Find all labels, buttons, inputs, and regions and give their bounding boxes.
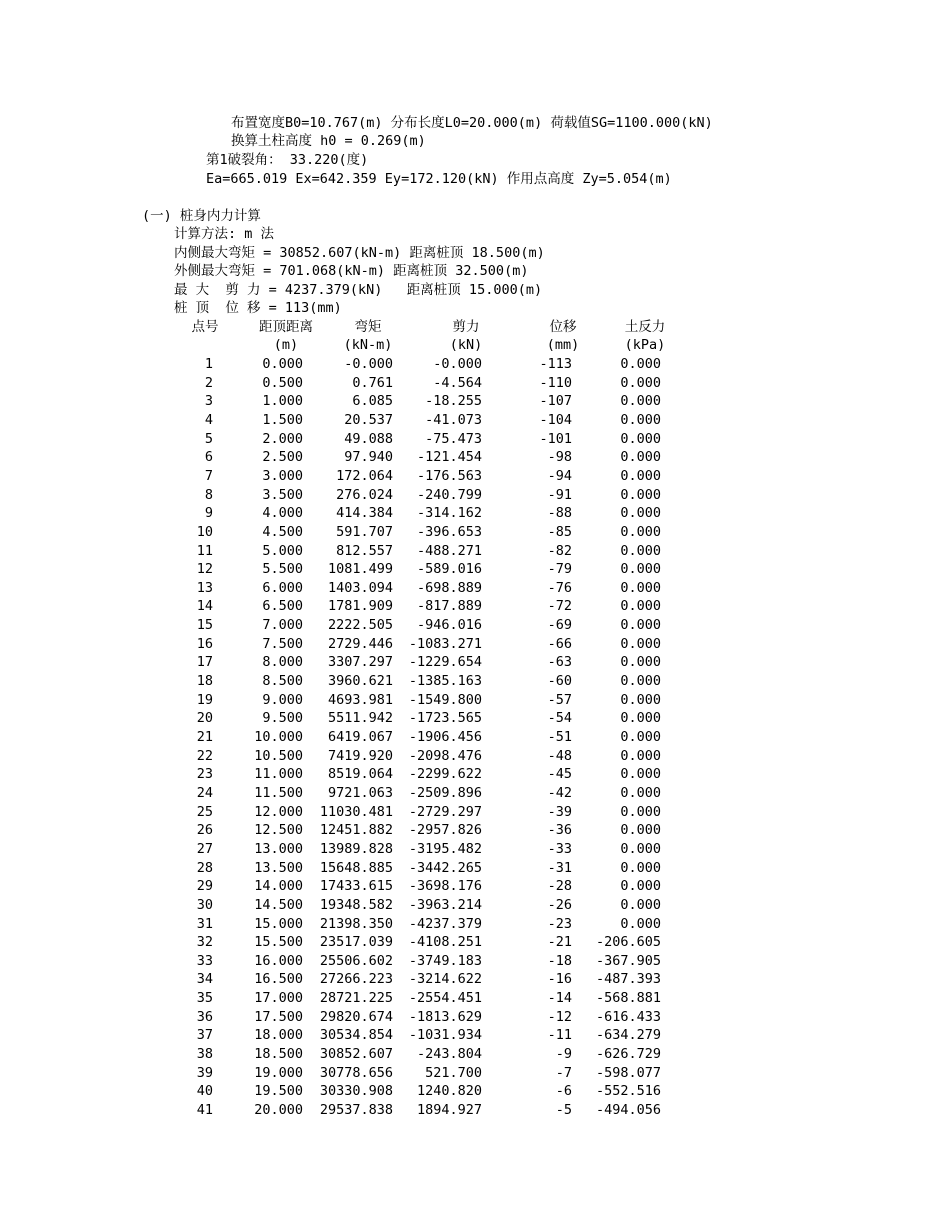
cell-shear: -2729.297 bbox=[408, 803, 482, 820]
cell-point-no: 8 bbox=[204, 486, 213, 503]
cell-soil-reaction: 0.000 bbox=[620, 356, 661, 372]
cell-point-no: 25 bbox=[196, 803, 213, 820]
cell-moment: 28721.225 bbox=[319, 990, 393, 1007]
cell-moment: 13989.828 bbox=[319, 840, 393, 857]
cell-shear: 1894.927 bbox=[416, 1102, 482, 1118]
cell-shear: -314.162 bbox=[416, 505, 482, 522]
cell-moment: 9721.063 bbox=[327, 784, 393, 801]
cell-point-no: 4 bbox=[204, 411, 213, 428]
header-point-no: 点号 bbox=[191, 319, 219, 335]
cell-distance: 5.500 bbox=[262, 561, 303, 578]
cell-moment: 30778.656 bbox=[319, 1064, 393, 1081]
cell-soil-reaction: 0.000 bbox=[620, 710, 661, 727]
cell-shear: -243.804 bbox=[416, 1046, 482, 1063]
cell-point-no: 34 bbox=[196, 971, 213, 988]
cell-shear: -121.454 bbox=[416, 449, 482, 466]
cell-point-no: 10 bbox=[196, 523, 213, 540]
cell-soil-reaction: -487.393 bbox=[595, 971, 661, 988]
cell-shear: 521.700 bbox=[425, 1064, 482, 1081]
cell-distance: 15.000 bbox=[254, 915, 303, 932]
cell-soil-reaction: -552.516 bbox=[595, 1083, 661, 1100]
cell-moment: 23517.039 bbox=[319, 934, 393, 951]
cell-point-no: 28 bbox=[196, 859, 213, 876]
cell-distance: 12.000 bbox=[254, 803, 303, 820]
header-displacement: 位移 bbox=[549, 319, 577, 335]
cell-shear: -3195.482 bbox=[408, 840, 482, 857]
cell-distance: 3.000 bbox=[262, 467, 303, 484]
cell-displacement: -82 bbox=[547, 542, 572, 559]
cell-soil-reaction: 0.000 bbox=[620, 523, 661, 540]
cell-distance: 9.500 bbox=[262, 710, 303, 727]
cell-distance: 7.500 bbox=[262, 635, 303, 652]
cell-distance: 14.000 bbox=[254, 878, 303, 895]
cell-shear: -2299.622 bbox=[408, 766, 482, 783]
cell-distance: 6.000 bbox=[262, 579, 303, 596]
cell-point-no: 5 bbox=[204, 430, 213, 447]
cell-displacement: -98 bbox=[547, 449, 572, 466]
cell-distance: 19.000 bbox=[254, 1064, 303, 1081]
cell-displacement: -79 bbox=[547, 561, 572, 578]
cell-distance: 14.500 bbox=[254, 896, 303, 913]
cell-displacement: -104 bbox=[539, 411, 572, 428]
cell-soil-reaction: 0.000 bbox=[620, 822, 661, 839]
section-title: (一) 桩身内力计算 bbox=[142, 208, 261, 224]
cell-soil-reaction: 0.000 bbox=[620, 430, 661, 447]
header-shear: 剪力 bbox=[452, 319, 480, 335]
cell-distance: 2.000 bbox=[262, 430, 303, 447]
cell-moment: 1403.094 bbox=[327, 579, 393, 596]
max-shear: 最 大 剪 力 = 4237.379(kN) 距离桩顶 15.000(m) bbox=[174, 282, 543, 298]
header-soil-reaction: 土反力 bbox=[624, 319, 666, 335]
cell-point-no: 14 bbox=[196, 598, 213, 615]
cell-moment: 17433.615 bbox=[319, 878, 393, 895]
cell-point-no: 15 bbox=[196, 617, 213, 634]
cell-moment: 12451.882 bbox=[319, 822, 393, 839]
cell-displacement: -7 bbox=[555, 1064, 572, 1081]
cell-shear: -396.653 bbox=[416, 523, 482, 540]
cell-moment: 6.085 bbox=[352, 393, 393, 410]
cell-soil-reaction: -634.279 bbox=[595, 1027, 661, 1044]
unit-moment: (kN-m) bbox=[343, 337, 393, 353]
cell-moment: 414.384 bbox=[336, 505, 393, 522]
cell-moment: 591.707 bbox=[336, 523, 393, 540]
cell-soil-reaction: -626.729 bbox=[595, 1046, 661, 1063]
cell-soil-reaction: -568.881 bbox=[595, 990, 661, 1007]
cell-distance: 0.000 bbox=[262, 356, 303, 372]
cell-displacement: -63 bbox=[547, 654, 572, 671]
cell-point-no: 16 bbox=[196, 635, 213, 652]
cell-distance: 6.500 bbox=[262, 598, 303, 615]
cell-moment: 25506.602 bbox=[319, 952, 393, 969]
cell-distance: 7.000 bbox=[262, 617, 303, 634]
cell-distance: 13.000 bbox=[254, 840, 303, 857]
cell-distance: 4.000 bbox=[262, 505, 303, 522]
cell-distance: 11.000 bbox=[254, 766, 303, 783]
cell-shear: -488.271 bbox=[416, 542, 482, 559]
cell-moment: 97.940 bbox=[344, 449, 393, 466]
cell-point-no: 20 bbox=[196, 710, 213, 727]
cell-shear: -3442.265 bbox=[408, 859, 482, 876]
cell-moment: 1781.909 bbox=[327, 598, 393, 615]
cell-displacement: -23 bbox=[547, 915, 572, 932]
cell-displacement: -94 bbox=[547, 467, 572, 484]
cell-point-no: 11 bbox=[196, 542, 213, 559]
cell-point-no: 17 bbox=[196, 654, 213, 671]
cell-point-no: 1 bbox=[204, 356, 213, 372]
cell-distance: 1.500 bbox=[262, 411, 303, 428]
cell-distance: 2.500 bbox=[262, 449, 303, 466]
cell-soil-reaction: 0.000 bbox=[620, 561, 661, 578]
cell-soil-reaction: 0.000 bbox=[620, 729, 661, 745]
cell-displacement: -33 bbox=[547, 840, 572, 857]
cell-point-no: 18 bbox=[196, 673, 213, 690]
cell-point-no: 35 bbox=[196, 990, 213, 1007]
cell-shear: -946.016 bbox=[416, 617, 482, 634]
unit-shear: (kN) bbox=[449, 337, 483, 353]
cell-displacement: -113 bbox=[539, 356, 572, 372]
cell-displacement: -18 bbox=[547, 952, 572, 969]
cell-moment: 21398.350 bbox=[319, 915, 393, 932]
cell-distance: 16.000 bbox=[254, 952, 303, 969]
cell-soil-reaction: 0.000 bbox=[620, 393, 661, 410]
soil-height-line: 换算土柱高度 h0 = 0.269(m) bbox=[231, 133, 426, 149]
unit-soil-reaction: (kPa) bbox=[624, 337, 666, 353]
cell-point-no: 9 bbox=[204, 505, 213, 522]
cell-distance: 17.500 bbox=[254, 1008, 303, 1025]
cell-displacement: -76 bbox=[547, 579, 572, 596]
cell-soil-reaction: -598.077 bbox=[595, 1064, 661, 1081]
cell-point-no: 22 bbox=[196, 747, 213, 764]
top-displacement: 桩 顶 位 移 = 113(mm) bbox=[174, 300, 342, 316]
cell-soil-reaction: 0.000 bbox=[620, 654, 661, 671]
inner-max-moment: 内侧最大弯矩 = 30852.607(kN-m) 距离桩顶 18.500(m) bbox=[174, 245, 545, 261]
cell-moment: 2729.446 bbox=[327, 635, 393, 652]
cell-point-no: 26 bbox=[196, 822, 213, 839]
header-distance: 距顶距离 bbox=[259, 319, 313, 335]
cell-point-no: 29 bbox=[196, 878, 213, 895]
cell-soil-reaction: 0.000 bbox=[620, 673, 661, 690]
cell-soil-reaction: 0.000 bbox=[620, 915, 661, 932]
cell-point-no: 31 bbox=[196, 915, 213, 932]
cell-distance: 19.500 bbox=[254, 1083, 303, 1100]
cell-moment: 3960.621 bbox=[327, 673, 393, 690]
cell-distance: 13.500 bbox=[254, 859, 303, 876]
cell-displacement: -14 bbox=[547, 990, 572, 1007]
cell-moment: 172.064 bbox=[336, 467, 393, 484]
cell-shear: -18.255 bbox=[425, 393, 482, 410]
cell-soil-reaction: 0.000 bbox=[620, 766, 661, 783]
cell-point-no: 19 bbox=[196, 691, 213, 708]
cell-displacement: -36 bbox=[547, 822, 572, 839]
cell-soil-reaction: 0.000 bbox=[620, 411, 661, 428]
cell-displacement: -60 bbox=[547, 673, 572, 690]
cell-soil-reaction: 0.000 bbox=[620, 747, 661, 764]
cell-shear: -2957.826 bbox=[408, 822, 482, 839]
cell-soil-reaction: 0.000 bbox=[620, 878, 661, 895]
cell-moment: 30330.908 bbox=[319, 1083, 393, 1100]
cell-distance: 17.000 bbox=[254, 990, 303, 1007]
earth-pressure-line: Ea=665.019 Ex=642.359 Ey=172.120(kN) 作用点高度 Zy=5.054(m) bbox=[206, 171, 672, 187]
cell-shear: -3214.622 bbox=[408, 971, 482, 988]
cell-displacement: -107 bbox=[539, 393, 572, 410]
cell-displacement: -6 bbox=[555, 1083, 572, 1100]
cell-displacement: -31 bbox=[547, 859, 572, 876]
cell-shear: -1549.800 bbox=[408, 691, 482, 708]
cell-moment: 29537.838 bbox=[319, 1102, 393, 1118]
cell-point-no: 41 bbox=[196, 1102, 213, 1118]
cell-moment: 2222.505 bbox=[327, 617, 393, 634]
cell-point-no: 36 bbox=[196, 1008, 213, 1025]
cell-point-no: 30 bbox=[196, 896, 213, 913]
cell-soil-reaction: 0.000 bbox=[620, 784, 661, 801]
cell-displacement: -69 bbox=[547, 617, 572, 634]
cell-distance: 4.500 bbox=[262, 523, 303, 540]
cell-soil-reaction: -616.433 bbox=[595, 1008, 661, 1025]
cell-displacement: -21 bbox=[547, 934, 572, 951]
cell-soil-reaction: 0.000 bbox=[620, 579, 661, 596]
cell-point-no: 27 bbox=[196, 840, 213, 857]
cell-moment: 19348.582 bbox=[319, 896, 393, 913]
cell-shear: -75.473 bbox=[425, 430, 482, 447]
cell-displacement: -57 bbox=[547, 691, 572, 708]
cell-moment: 29820.674 bbox=[319, 1008, 393, 1025]
cell-soil-reaction: 0.000 bbox=[620, 374, 661, 391]
cell-point-no: 7 bbox=[204, 467, 213, 484]
cell-moment: -0.000 bbox=[344, 356, 393, 372]
cell-soil-reaction: 0.000 bbox=[620, 486, 661, 503]
cell-displacement: -72 bbox=[547, 598, 572, 615]
cell-soil-reaction: 0.000 bbox=[620, 803, 661, 820]
cell-point-no: 39 bbox=[196, 1064, 213, 1081]
cell-moment: 4693.981 bbox=[327, 691, 393, 708]
cell-shear: -817.889 bbox=[416, 598, 482, 615]
cell-displacement: -39 bbox=[547, 803, 572, 820]
cell-displacement: -54 bbox=[547, 710, 572, 727]
cell-shear: -1906.456 bbox=[408, 729, 482, 745]
cell-moment: 3307.297 bbox=[327, 654, 393, 671]
cell-point-no: 38 bbox=[196, 1046, 213, 1063]
cell-shear: 1240.820 bbox=[416, 1083, 482, 1100]
header-moment: 弯矩 bbox=[354, 319, 382, 335]
cell-shear: -2509.896 bbox=[408, 784, 482, 801]
cell-moment: 15648.885 bbox=[319, 859, 393, 876]
cell-distance: 20.000 bbox=[254, 1102, 303, 1118]
cell-shear: -1723.565 bbox=[408, 710, 482, 727]
calc-method: 计算方法: m 法 bbox=[174, 226, 275, 242]
cell-point-no: 32 bbox=[196, 934, 213, 951]
cell-shear: -41.073 bbox=[425, 411, 482, 428]
cell-point-no: 6 bbox=[204, 449, 213, 466]
cell-soil-reaction: 0.000 bbox=[620, 505, 661, 522]
cell-shear: -3963.214 bbox=[408, 896, 482, 913]
cell-soil-reaction: 0.000 bbox=[620, 840, 661, 857]
cell-shear: -4.564 bbox=[433, 374, 482, 391]
cell-moment: 276.024 bbox=[336, 486, 393, 503]
cell-shear: -2098.476 bbox=[408, 747, 482, 764]
cell-displacement: -91 bbox=[547, 486, 572, 503]
cell-soil-reaction: 0.000 bbox=[620, 598, 661, 615]
cell-distance: 8.000 bbox=[262, 654, 303, 671]
cell-displacement: -16 bbox=[547, 971, 572, 988]
cell-distance: 5.000 bbox=[262, 542, 303, 559]
cell-shear: -2554.451 bbox=[408, 990, 482, 1007]
cell-moment: 1081.499 bbox=[327, 561, 393, 578]
cell-displacement: -11 bbox=[547, 1027, 572, 1044]
cell-displacement: -66 bbox=[547, 635, 572, 652]
cell-moment: 6419.067 bbox=[327, 729, 393, 745]
cell-shear: -176.563 bbox=[416, 467, 482, 484]
cell-distance: 18.500 bbox=[254, 1046, 303, 1063]
cell-soil-reaction: 0.000 bbox=[620, 859, 661, 876]
cell-shear: -1229.654 bbox=[408, 654, 482, 671]
cell-soil-reaction: 0.000 bbox=[620, 896, 661, 913]
cell-displacement: -85 bbox=[547, 523, 572, 540]
cell-shear: -3749.183 bbox=[408, 952, 482, 969]
cell-displacement: -101 bbox=[539, 430, 572, 447]
cell-soil-reaction: -367.905 bbox=[595, 952, 661, 969]
cell-distance: 1.000 bbox=[262, 393, 303, 410]
cell-point-no: 12 bbox=[196, 561, 213, 578]
cell-displacement: -48 bbox=[547, 747, 572, 764]
cell-distance: 15.500 bbox=[254, 934, 303, 951]
cell-displacement: -110 bbox=[539, 374, 572, 391]
cell-distance: 16.500 bbox=[254, 971, 303, 988]
cell-moment: 7419.920 bbox=[327, 747, 393, 764]
cell-point-no: 21 bbox=[196, 729, 213, 745]
cell-distance: 10.000 bbox=[254, 729, 303, 745]
outer-max-moment: 外侧最大弯矩 = 701.068(kN-m) 距离桩顶 32.500(m) bbox=[174, 263, 529, 279]
cell-point-no: 40 bbox=[196, 1083, 213, 1100]
cell-moment: 27266.223 bbox=[319, 971, 393, 988]
cell-soil-reaction: -494.056 bbox=[595, 1102, 661, 1118]
cell-moment: 5511.942 bbox=[327, 710, 393, 727]
cell-moment: 8519.064 bbox=[327, 766, 393, 783]
cell-displacement: -88 bbox=[547, 505, 572, 522]
cell-distance: 11.500 bbox=[254, 784, 303, 801]
unit-distance: (m) bbox=[273, 337, 299, 353]
cell-soil-reaction: -206.605 bbox=[595, 934, 661, 951]
cell-distance: 18.000 bbox=[254, 1027, 303, 1044]
cell-displacement: -51 bbox=[547, 729, 572, 745]
cell-shear: -4108.251 bbox=[408, 934, 482, 951]
cell-moment: 20.537 bbox=[344, 411, 393, 428]
cell-soil-reaction: 0.000 bbox=[620, 449, 661, 466]
cell-shear: -589.016 bbox=[416, 561, 482, 578]
cell-soil-reaction: 0.000 bbox=[620, 617, 661, 634]
cell-shear: -0.000 bbox=[433, 356, 482, 372]
cell-shear: -1385.163 bbox=[408, 673, 482, 690]
cell-distance: 9.000 bbox=[262, 691, 303, 708]
cell-shear: -1031.934 bbox=[408, 1027, 482, 1044]
cell-point-no: 37 bbox=[196, 1027, 213, 1044]
cell-displacement: -5 bbox=[555, 1102, 572, 1118]
cell-point-no: 24 bbox=[196, 784, 213, 801]
cell-soil-reaction: 0.000 bbox=[620, 691, 661, 708]
cell-point-no: 13 bbox=[196, 579, 213, 596]
cell-soil-reaction: 0.000 bbox=[620, 542, 661, 559]
cell-point-no: 33 bbox=[196, 952, 213, 969]
cell-displacement: -12 bbox=[547, 1008, 572, 1025]
cell-shear: -698.889 bbox=[416, 579, 482, 596]
cell-distance: 12.500 bbox=[254, 822, 303, 839]
cell-moment: 30534.854 bbox=[319, 1027, 393, 1044]
cell-displacement: -9 bbox=[555, 1046, 572, 1063]
cell-moment: 11030.481 bbox=[319, 803, 393, 820]
cell-point-no: 3 bbox=[204, 393, 213, 410]
cell-displacement: -42 bbox=[547, 784, 572, 801]
cell-soil-reaction: 0.000 bbox=[620, 635, 661, 652]
cell-moment: 30852.607 bbox=[319, 1046, 393, 1063]
cell-shear: -240.799 bbox=[416, 486, 482, 503]
fracture-angle-line: 第1破裂角： 33.220(度) bbox=[206, 152, 369, 168]
cell-displacement: -28 bbox=[547, 878, 572, 895]
cell-displacement: -45 bbox=[547, 766, 572, 783]
cell-point-no: 2 bbox=[204, 374, 213, 391]
cell-shear: -1083.271 bbox=[408, 635, 482, 652]
cell-moment: 49.088 bbox=[344, 430, 393, 447]
cell-shear: -1813.629 bbox=[408, 1008, 482, 1025]
cell-moment: 812.557 bbox=[336, 542, 393, 559]
cell-moment: 0.761 bbox=[352, 374, 393, 391]
cell-distance: 3.500 bbox=[262, 486, 303, 503]
cell-displacement: -26 bbox=[547, 896, 572, 913]
load-width-line: 布置宽度B0=10.767(m) 分布长度L0=20.000(m) 荷载值SG=1100.000(kN) bbox=[231, 115, 713, 131]
cell-shear: -3698.176 bbox=[408, 878, 482, 895]
cell-distance: 0.500 bbox=[262, 374, 303, 391]
cell-soil-reaction: 0.000 bbox=[620, 467, 661, 484]
cell-shear: -4237.379 bbox=[408, 915, 482, 932]
cell-distance: 8.500 bbox=[262, 673, 303, 690]
cell-point-no: 23 bbox=[196, 766, 213, 783]
unit-displacement: (mm) bbox=[546, 337, 580, 353]
cell-distance: 10.500 bbox=[254, 747, 303, 764]
